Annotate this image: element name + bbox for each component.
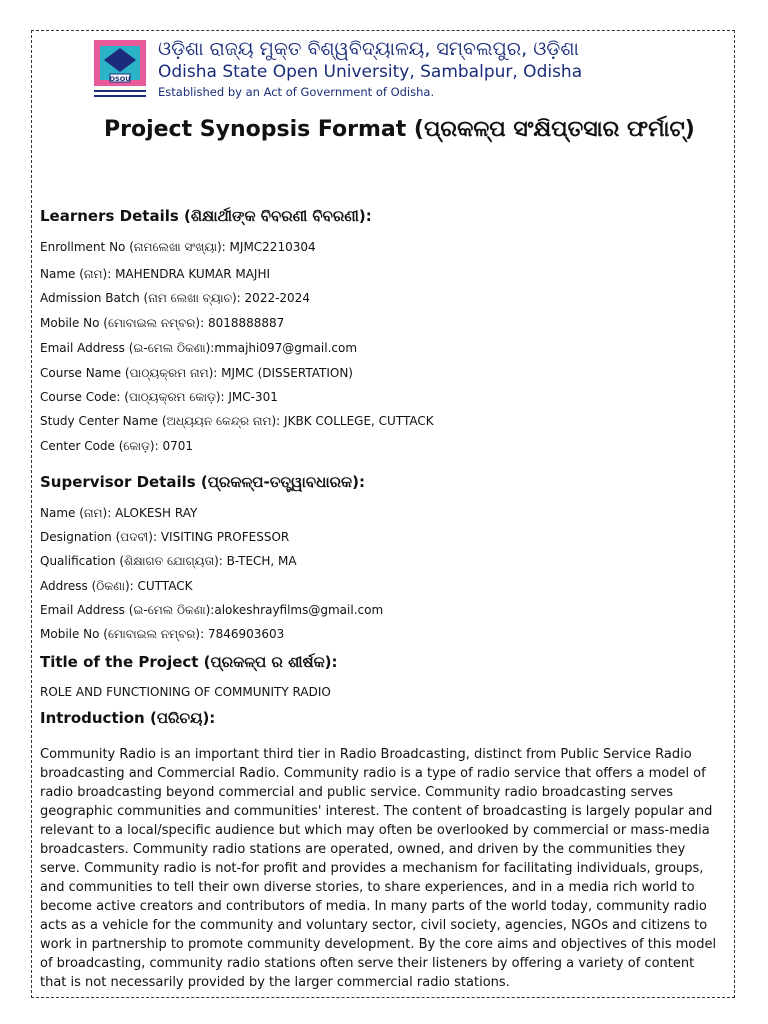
field-value: MJMC2210304 <box>229 240 316 254</box>
field-value: B-TECH, MA <box>226 554 297 568</box>
field-label: Qualification (ଶିକ୍ଷାଗତ ଯୋଗ୍ୟତା): <box>40 554 227 568</box>
field-value: JKBK COLLEGE, CUTTACK <box>284 414 434 428</box>
field-label: Study Center Name (ଅଧ୍ୟୟନ କେନ୍ଦ୍ର ନାମ): <box>40 414 285 428</box>
field-value: CUTTACK <box>137 579 193 593</box>
field-value: 8018888887 <box>207 316 285 330</box>
field-label: Email Address (ଇ-ମେଲ ଠିକଣା): <box>40 603 215 617</box>
field-label: Mobile No (ମୋବାଇଲ ନମ୍ବର): <box>40 627 208 641</box>
introduction-body: Community Radio is an important third tier in Radio Broadcasting, distinct from Public Service Radio broadcasting and Commercial Radio. Community radio is a type of radio service that offers a model of radio broadcasting beyond commercial and public service. Community radio broadcasting serves geographic communities and communities' interest. The content of broadcasting is largely popular and relevant to a local/specific audience but which may often be overlooked by commercial or mass-media broadcasters. Community radio stations are operated, owned, and driven by the communities they serve. Community radio is not-for profit and provides a mechanism for facilitating individuals, groups, and communities to tell their own diverse stories, to share experiences, and in a media rich world to become active creators and contributors of media. In many parts of the world today, community radio acts as a vehicle for the community and voluntary sector, civil society, agencies, NGOs and citizens to work in partnership to promote community development. By the core aims and objectives of this model of broadcasting, community radio stations often serve their listeners by offering a variety of content that is not necessarily provided by the larger commercial radio stations. <box>40 747 717 990</box>
field-value: MJMC (DISSERTATION) <box>221 366 353 380</box>
university-header <box>92 38 612 102</box>
field-label: Center Code (କୋଡ଼): <box>40 439 163 453</box>
project-title: ROLE AND FUNCTIONING OF COMMUNITY RADIO <box>40 685 331 699</box>
university-logo <box>92 38 148 100</box>
field-course-code <box>40 390 278 405</box>
field-value: 7846903603 <box>207 627 285 641</box>
field-name <box>40 267 270 282</box>
field-label: Name (ନାମ): <box>40 506 116 520</box>
field-enrollment <box>40 240 316 255</box>
supervisor-heading: Supervisor Details (ପ୍ରକଳ୍ପ-ତତ୍ତ୍ୱାବଧାରକ): <box>40 473 365 491</box>
field-label: Mobile No (ମୋବାଇଲ ନମ୍ବର): <box>40 316 208 330</box>
field-study-center <box>40 414 434 429</box>
field-value: JMC-301 <box>228 390 278 404</box>
field-center-code <box>40 439 193 454</box>
field-label: Course Name (ପାଠ୍ୟକ୍ରମ ନାମ): <box>40 366 222 380</box>
introduction-heading: Introduction (ପରିଚୟ): <box>40 709 216 727</box>
logo-text: OSOU <box>109 75 131 83</box>
field-value: alokeshrayfilms@gmail.com <box>214 603 384 617</box>
field-label: Email Address (ଇ-ମେଲ ଠିକଣା): <box>40 341 215 355</box>
field-value: ALOKESH RAY <box>115 506 198 520</box>
established-note: Established by an Act of Government of Odisha. <box>158 85 435 99</box>
document-title: Project Synopsis Format (ପ୍ରକଳ୍ପ ସଂକ୍ଷିପ୍ତସାର ଫର୍ମାଟ୍) <box>104 117 695 142</box>
field-value: 2022-2024 <box>244 291 310 305</box>
field-label: Admission Batch (ନାମ ଲେଖା ବ୍ୟାଚ): <box>40 291 245 305</box>
field-address <box>40 579 192 594</box>
field-supervisor-mobile <box>40 627 284 642</box>
english-university-title: Odisha State Open University, Sambalpur, Odisha <box>158 62 583 82</box>
field-designation <box>40 530 289 545</box>
field-mobile <box>40 316 284 331</box>
odia-university-title: ଓଡ଼ିଶା ରାଜ୍ୟ ମୁକ୍ତ ବିଶ୍ୱବିଦ୍ୟାଳୟ, ସମ୍ବଲପୁର, ଓଡ଼ିଶା <box>158 38 579 60</box>
project-title-heading: Title of the Project (ପ୍ରକଳ୍ପ ର ଶୀର୍ଷକ): <box>40 653 338 671</box>
field-label: Designation (ପଦବୀ): <box>40 530 161 544</box>
field-label: Course Code: (ପାଠ୍ୟକ୍ରମ କୋଡ଼): <box>40 390 229 404</box>
field-label: Enrollment No (ନାମଲେଖା ସଂଖ୍ୟା): <box>40 240 230 254</box>
field-value: VISITING PROFESSOR <box>160 530 290 544</box>
field-value: MAHENDRA KUMAR MAJHI <box>115 267 271 281</box>
learners-heading: Learners Details (ଶିକ୍ଷାର୍ଥୀଙ୍କ ବିବରଣୀ ବିବରଣୀ): <box>40 207 372 225</box>
field-admission-batch <box>40 291 310 306</box>
field-supervisor-email <box>40 603 383 618</box>
field-label: Address (ଠିକଣା): <box>40 579 138 593</box>
field-value: 0701 <box>162 439 194 453</box>
field-email <box>40 341 357 356</box>
field-label: Name (ନାମ): <box>40 267 116 281</box>
field-qualification <box>40 554 297 569</box>
field-value: mmajhi097@gmail.com <box>214 341 358 355</box>
field-course-name <box>40 366 353 381</box>
field-supervisor-name <box>40 506 197 521</box>
